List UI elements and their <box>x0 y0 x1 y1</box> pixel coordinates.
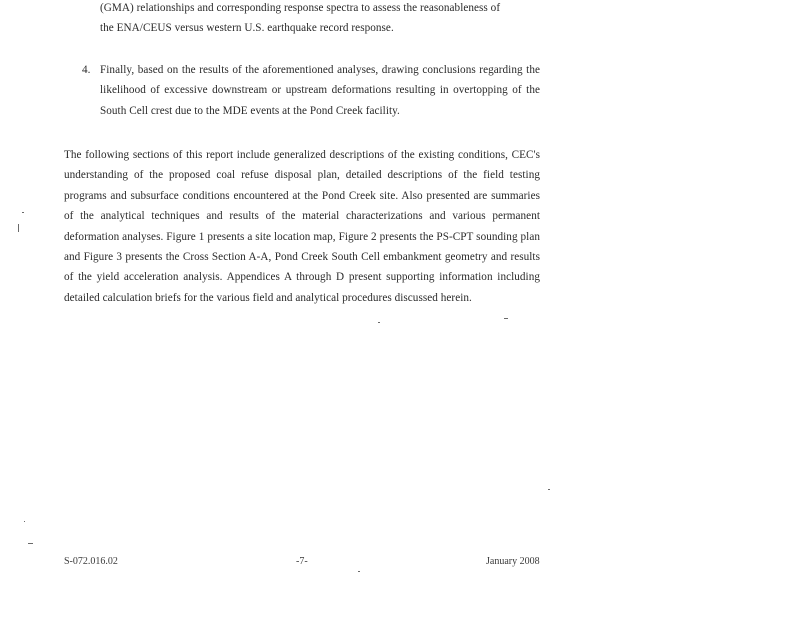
scan-speck <box>18 224 19 232</box>
continued-line-2: the ENA/CEUS versus western U.S. earthquake record response. <box>100 22 394 35</box>
list-item-text: Finally, based on the results of the aforementioned analyses, drawing conclusions regarding the likelihood of excessive downstream or upstream deformations resulting in overtopping of the South Cell crest due to the MDE events at the Pond Creek facility. <box>100 64 540 117</box>
scan-speck <box>358 571 360 572</box>
footer-page-number: -7- <box>296 556 308 567</box>
scan-speck <box>22 212 24 213</box>
footer-project-number: S-072.016.02 <box>64 556 118 567</box>
footer-date: January 2008 <box>486 556 540 567</box>
scan-speck <box>548 489 550 490</box>
scan-speck <box>28 543 33 544</box>
scan-speck <box>504 318 508 319</box>
list-item-4 <box>82 60 540 121</box>
continued-line-1: (GMA) relationships and corresponding response spectra to assess the reasonableness of <box>100 2 501 14</box>
list-item-number: 4. <box>82 64 91 76</box>
scan-speck <box>378 322 380 323</box>
continued-list-text <box>100 0 540 39</box>
scan-speck <box>24 521 25 522</box>
report-sections-paragraph: The following sections of this report include generalized descriptions of the existing conditions, CEC's understanding of the proposed coal refuse disposal plan, detailed descriptions of the field testing programs and subsurface conditions encountered at the Pond Creek site. Also presented are summaries of the analytical techniques and results of the material characterizations and various permanent deformation analyses. Figure 1 presents a site location map, Figure 2 presents the PS-CPT sounding plan and Figure 3 presents the Cross Section A-A, Pond Creek South Cell embankment geometry and results of the yield acceleration analysis. Appendices A through D present supporting information including detailed calculation briefs for the various field and analytical procedures discussed herein. <box>64 149 540 304</box>
